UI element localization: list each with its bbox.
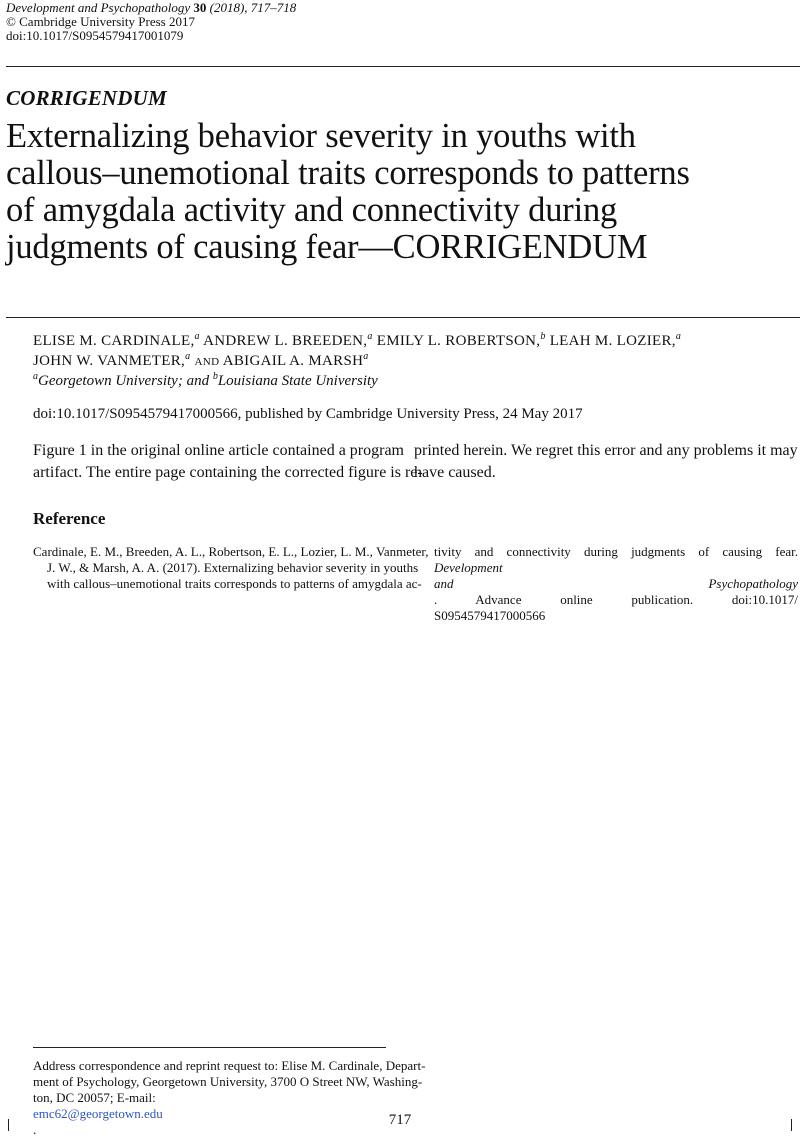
affiliation-marker: a: [363, 351, 369, 362]
author-name: ELISE M. CARDINALE,: [33, 333, 195, 349]
affiliation-marker: a: [33, 371, 38, 382]
crop-mark: [791, 1119, 792, 1131]
body-line: have caused.: [414, 464, 496, 481]
title-rule: [6, 317, 800, 318]
reference-text: . Advance online publication. doi:10.1017/: [434, 592, 798, 607]
reference-line: [434, 544, 798, 576]
section-label: CORRIGENDUM: [6, 86, 167, 110]
copyright-line: © Cambridge University Press 2017: [6, 14, 195, 29]
page-number: 717: [388, 1112, 412, 1128]
reference-text: tivity and connectivity during judgments of causing fear.: [434, 544, 798, 559]
reference-right: [434, 544, 798, 624]
title-line: of amygdala activity and connectivity during: [6, 191, 618, 229]
reference-line: [434, 576, 798, 608]
affiliations: [33, 373, 378, 390]
affiliation-marker: b: [540, 331, 546, 342]
affiliation-b: Louisiana State University: [217, 373, 378, 389]
footnote-rule: [33, 1047, 386, 1048]
journal-title: Development: [434, 560, 503, 575]
author-name: ABIGAIL A. MARSH: [222, 353, 364, 369]
header-rule: [6, 66, 800, 67]
reference-line: S0954579417000566: [434, 608, 546, 623]
author-name: LEAH M. LOZIER,: [549, 333, 676, 349]
body-line: printed herein. We regret this error and any problems it may: [414, 442, 798, 459]
body-line: artifact. The entire page containing the corrected figure is re-: [33, 464, 423, 481]
affiliation-marker: a: [194, 331, 200, 342]
affiliation-marker: b: [212, 371, 218, 382]
original-article-doi: doi:10.1017/S0954579417000566, published by Cambridge University Press, 24 May 2017: [33, 406, 583, 422]
author-name: EMILY L. ROBERTSON,: [376, 333, 541, 349]
reference-heading: Reference: [33, 509, 106, 528]
title-line: callous–unemotional traits corresponds to patterns: [6, 154, 690, 192]
affiliation-marker: a: [367, 331, 373, 342]
affiliation-a: Georgetown University; and: [38, 373, 213, 389]
footnote-line: ment of Psychology, Georgetown University, 3700 O Street NW, Washing-: [33, 1074, 423, 1089]
journal-year-pages: (2018), 717–718: [209, 0, 297, 15]
footnote-text: .: [33, 1122, 37, 1137]
author-list: [33, 331, 793, 372]
email-link[interactable]: emc62@georgetown.edu: [33, 1106, 163, 1121]
reference-line: J. W., & Marsh, A. A. (2017). Externalizing behavior severity in youths: [47, 560, 419, 575]
affiliation-marker: a: [185, 351, 191, 362]
article-title: [6, 118, 796, 266]
reference-line: Cardinale, E. M., Breeden, A. L., Robertson, E. L., Lozier, L. M., Vanmeter,: [33, 544, 429, 559]
reference-left: [33, 544, 429, 592]
title-line: Externalizing behavior severity in youths with: [6, 117, 636, 155]
author-line-2: [33, 351, 793, 372]
title-line: judgments of causing fear—CORRIGENDUM: [6, 228, 648, 266]
journal-name: Development and Psychopathology: [6, 0, 191, 15]
author-name: ANDREW L. BREEDEN,: [203, 333, 368, 349]
body-text-right: [414, 440, 798, 484]
author-conjunction: AND: [194, 356, 220, 368]
journal-title: and Psychopathology: [434, 576, 798, 591]
article-doi: doi:10.1017/S0954579417001079: [6, 28, 184, 43]
body-text-left: [33, 440, 423, 484]
footnote-text: ton, DC 20057; E-mail:: [33, 1090, 156, 1105]
journal-volume: 30: [193, 0, 207, 15]
footnote-line: Address correspondence and reprint request to: Elise M. Cardinale, Depart-: [33, 1058, 426, 1073]
reference-line: with callous–unemotional traits corresponds to patterns of amygdala ac-: [47, 576, 422, 591]
body-line: Figure 1 in the original online article contained a program: [33, 442, 404, 459]
author-name: JOHN W. VANMETER,: [33, 353, 186, 369]
affiliation-marker: a: [675, 331, 682, 342]
crop-mark: [8, 1119, 9, 1131]
author-line-1: [33, 331, 793, 351]
